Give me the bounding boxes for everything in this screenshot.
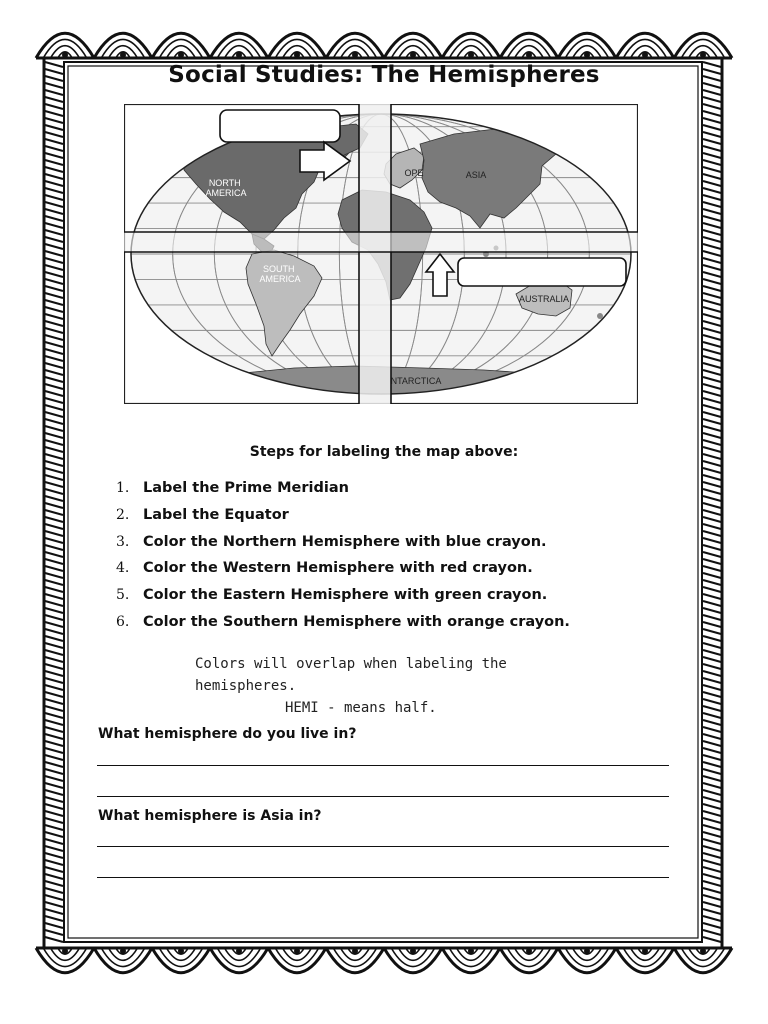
border-stripe <box>45 111 63 116</box>
border-stripe <box>45 314 63 319</box>
border-stripe <box>45 636 63 641</box>
border-stripe <box>45 650 63 655</box>
border-stripe <box>703 678 721 683</box>
border-stripe <box>703 300 721 305</box>
border-stripe <box>703 349 721 354</box>
border-stripe <box>45 566 63 571</box>
step-item <box>116 480 570 507</box>
border-stripe <box>45 629 63 634</box>
label-australia: AUSTRALIA <box>518 294 570 304</box>
border-stripe <box>45 524 63 529</box>
border-stripe <box>703 496 721 501</box>
border-stripe <box>45 356 63 361</box>
border-stripe <box>703 335 721 340</box>
border-stripe <box>45 853 63 858</box>
border-stripe <box>45 244 63 249</box>
border-stripe <box>45 433 63 438</box>
step-text: Label the Prime Meridian <box>143 480 349 496</box>
steps-heading: Steps for labeling the map above: <box>249 444 519 460</box>
border-stripe <box>703 741 721 746</box>
border-stripe <box>703 258 721 263</box>
border-stripe <box>45 573 63 578</box>
border-stripe <box>703 482 721 487</box>
border-stripe <box>703 545 721 550</box>
border-stripe <box>703 342 721 347</box>
border-stripe <box>45 391 63 396</box>
border-stripe <box>703 286 721 291</box>
border-stripe <box>703 804 721 809</box>
question-2: What hemisphere is Asia in? <box>98 808 322 824</box>
border-stripe <box>45 937 63 942</box>
border-stripe <box>45 755 63 760</box>
step-text: Color the Southern Hemisphere with orange crayon. <box>143 613 570 630</box>
border-stripe <box>45 580 63 585</box>
border-stripe <box>703 272 721 277</box>
border-stripe <box>45 503 63 508</box>
border-stripe <box>45 741 63 746</box>
border-stripe <box>45 881 63 886</box>
border-stripe <box>45 601 63 606</box>
border-stripe <box>703 825 721 830</box>
border-stripe <box>45 699 63 704</box>
border-stripe <box>703 895 721 900</box>
steps-list <box>116 480 570 641</box>
label-north-america: NORTH AMERICA <box>205 178 247 198</box>
answer-line[interactable] <box>97 796 669 797</box>
border-stripe <box>703 818 721 823</box>
border-stripe <box>45 489 63 494</box>
border-stripe <box>703 153 721 158</box>
border-stripe <box>45 727 63 732</box>
border-stripe <box>703 832 721 837</box>
border-stripe <box>703 398 721 403</box>
answer-line[interactable] <box>97 846 669 847</box>
border-stripe <box>45 559 63 564</box>
border-stripe <box>703 797 721 802</box>
border-stripe <box>703 615 721 620</box>
border-stripe <box>45 293 63 298</box>
border-stripe <box>45 587 63 592</box>
note-hemi-definition: HEMI - means half. <box>285 700 437 716</box>
note-line-2: hemispheres. <box>195 678 297 694</box>
border-stripe <box>45 468 63 473</box>
border-stripe <box>703 363 721 368</box>
border-stripe <box>703 839 721 844</box>
border-stripe <box>703 594 721 599</box>
border-stripe <box>45 888 63 893</box>
border-stripe <box>45 692 63 697</box>
border-stripe <box>45 482 63 487</box>
label-antarctica: NTARCTICA <box>390 376 442 386</box>
border-stripe <box>703 853 721 858</box>
border-stripe <box>703 643 721 648</box>
border-stripe <box>703 573 721 578</box>
border-stripe <box>45 132 63 137</box>
border-stripe <box>45 811 63 816</box>
border-stripe <box>703 909 721 914</box>
step-number: 1. <box>116 480 130 496</box>
border-stripe <box>703 699 721 704</box>
border-stripe <box>45 622 63 627</box>
page-title: Social Studies: The Hemispheres <box>168 62 600 88</box>
step-item <box>116 614 570 641</box>
border-stripe <box>703 636 721 641</box>
border-stripe <box>703 468 721 473</box>
border-stripe <box>703 867 721 872</box>
border-stripe <box>703 356 721 361</box>
border-stripe <box>45 335 63 340</box>
meridian-band <box>359 104 391 404</box>
border-stripe <box>45 307 63 312</box>
border-stripe <box>45 517 63 522</box>
border-stripe <box>703 755 721 760</box>
border-stripe <box>703 622 721 627</box>
step-number: 6. <box>116 613 130 630</box>
border-stripe <box>703 860 721 865</box>
border-stripe <box>45 104 63 109</box>
border-stripe <box>45 776 63 781</box>
border-stripe <box>703 762 721 767</box>
border-stripe <box>703 181 721 186</box>
border-stripe <box>45 685 63 690</box>
border-stripe <box>45 706 63 711</box>
border-stripe <box>703 412 721 417</box>
island-shape <box>597 313 603 319</box>
border-stripe <box>45 713 63 718</box>
step-text: Color the Western Hemisphere with red crayon. <box>143 560 533 577</box>
border-stripe <box>703 566 721 571</box>
border-stripe <box>45 818 63 823</box>
border-stripe <box>703 608 721 613</box>
border-stripe <box>703 664 721 669</box>
step-number: 3. <box>116 533 130 550</box>
border-stripe <box>45 146 63 151</box>
border-stripe <box>45 195 63 200</box>
border-stripe <box>703 930 721 935</box>
label-asia: ASIA <box>465 170 487 180</box>
border-stripe <box>703 251 721 256</box>
border-stripe <box>703 552 721 557</box>
border-stripe <box>703 391 721 396</box>
border-stripe <box>45 216 63 221</box>
border-stripe <box>45 538 63 543</box>
border-stripe <box>45 412 63 417</box>
border-stripe <box>703 370 721 375</box>
step-text: Color the Northern Hemisphere with blue crayon. <box>143 533 547 550</box>
step-item <box>116 507 570 534</box>
border-stripe <box>703 713 721 718</box>
border-stripe <box>703 650 721 655</box>
border-stripe <box>703 748 721 753</box>
border-stripe <box>703 783 721 788</box>
border-stripe <box>45 90 63 95</box>
border-stripe <box>703 489 721 494</box>
border-stripe <box>703 531 721 536</box>
border-stripe <box>45 552 63 557</box>
border-stripe <box>45 930 63 935</box>
border-stripe <box>45 797 63 802</box>
border-stripe <box>45 97 63 102</box>
border-stripe <box>703 384 721 389</box>
border-stripe <box>703 601 721 606</box>
border-stripe <box>703 538 721 543</box>
border-stripe <box>45 657 63 662</box>
border-stripe <box>703 314 721 319</box>
border-stripe <box>703 916 721 921</box>
step-item <box>116 587 570 614</box>
border-stripe <box>703 727 721 732</box>
border-stripe <box>45 363 63 368</box>
border-stripe <box>45 678 63 683</box>
border-stripe <box>703 811 721 816</box>
border-stripe <box>45 461 63 466</box>
border-stripe <box>703 419 721 424</box>
border-stripe <box>45 153 63 158</box>
border-stripe <box>703 174 721 179</box>
border-stripe <box>703 125 721 130</box>
answer-line[interactable] <box>97 765 669 766</box>
border-stripe <box>703 118 721 123</box>
border-stripe <box>45 272 63 277</box>
border-stripe <box>45 405 63 410</box>
border-stripe <box>703 265 721 270</box>
border-stripe <box>45 174 63 179</box>
border-stripe <box>45 615 63 620</box>
border-stripe <box>45 419 63 424</box>
border-stripe <box>703 97 721 102</box>
border-stripe <box>703 139 721 144</box>
world-map-graphic <box>124 104 638 404</box>
border-stripe <box>703 426 721 431</box>
border-stripe <box>45 426 63 431</box>
border-stripe <box>45 643 63 648</box>
border-stripe <box>703 216 721 221</box>
border-stripe <box>703 902 721 907</box>
step-item <box>116 560 570 587</box>
border-stripe <box>703 307 721 312</box>
border-stripe <box>45 286 63 291</box>
step-text: Label the Equator <box>143 506 289 523</box>
answer-line[interactable] <box>97 877 669 878</box>
border-stripe <box>703 188 721 193</box>
border-stripe <box>45 902 63 907</box>
border-stripe <box>703 769 721 774</box>
border-stripe <box>45 377 63 382</box>
border-stripe <box>703 510 721 515</box>
border-stripe <box>703 587 721 592</box>
border-stripe <box>45 734 63 739</box>
question-1: What hemisphere do you live in? <box>98 726 357 742</box>
border-stripe <box>45 783 63 788</box>
border-stripe <box>703 706 721 711</box>
border-stripe <box>703 517 721 522</box>
border-stripe <box>45 475 63 480</box>
border-stripe <box>45 874 63 879</box>
border-stripe <box>703 685 721 690</box>
border-stripe <box>45 832 63 837</box>
border-stripe <box>703 776 721 781</box>
border-stripe <box>45 139 63 144</box>
border-stripe <box>703 90 721 95</box>
border-stripe <box>45 202 63 207</box>
border-stripe <box>703 503 721 508</box>
border-stripe <box>703 160 721 165</box>
border-stripe <box>703 167 721 172</box>
border-stripe <box>45 258 63 263</box>
border-stripe <box>45 321 63 326</box>
border-stripe <box>45 825 63 830</box>
border-stripe <box>45 398 63 403</box>
border-stripe <box>45 916 63 921</box>
border-stripe <box>703 629 721 634</box>
border-stripe <box>45 265 63 270</box>
border-stripe <box>45 167 63 172</box>
border-stripe <box>45 384 63 389</box>
border-stripe <box>45 531 63 536</box>
equator-label-box[interactable] <box>458 258 626 286</box>
border-stripe <box>703 244 721 249</box>
border-stripe <box>45 720 63 725</box>
border-stripe <box>45 160 63 165</box>
border-stripe <box>45 664 63 669</box>
border-stripe <box>703 734 721 739</box>
border-stripe <box>45 804 63 809</box>
step-number: 5. <box>116 587 130 604</box>
border-stripe <box>45 328 63 333</box>
border-stripe <box>45 860 63 865</box>
border-stripe <box>45 895 63 900</box>
border-stripe <box>45 790 63 795</box>
border-stripe <box>703 657 721 662</box>
border-stripe <box>703 671 721 676</box>
border-stripe <box>45 188 63 193</box>
border-stripe <box>703 104 721 109</box>
border-stripe <box>703 377 721 382</box>
equator-band <box>124 232 638 252</box>
border-stripe <box>45 839 63 844</box>
border-stripe <box>45 125 63 130</box>
border-stripe <box>703 405 721 410</box>
border-stripe <box>703 237 721 242</box>
border-stripe <box>45 923 63 928</box>
border-stripe <box>703 923 721 928</box>
border-stripe <box>703 888 721 893</box>
border-stripe <box>703 461 721 466</box>
border-stripe <box>45 545 63 550</box>
border-stripe <box>703 230 721 235</box>
border-stripe <box>45 909 63 914</box>
border-stripe <box>45 279 63 284</box>
step-text: Color the Eastern Hemisphere with green crayon. <box>143 587 548 604</box>
border-stripe <box>703 881 721 886</box>
border-stripe <box>703 146 721 151</box>
border-stripe <box>703 692 721 697</box>
border-stripe <box>45 594 63 599</box>
label-south-america: SOUTH AMERICA <box>259 264 301 284</box>
border-stripe <box>703 433 721 438</box>
border-stripe <box>703 720 721 725</box>
border-stripe <box>45 251 63 256</box>
border-stripe <box>703 790 721 795</box>
border-stripe <box>45 608 63 613</box>
border-stripe <box>45 867 63 872</box>
border-stripe <box>703 328 721 333</box>
border-stripe <box>703 202 721 207</box>
border-stripe <box>703 223 721 228</box>
border-stripe <box>45 370 63 375</box>
border-stripe <box>45 769 63 774</box>
border-stripe <box>703 937 721 942</box>
border-stripe <box>703 524 721 529</box>
border-stripe <box>45 846 63 851</box>
border-stripe <box>45 748 63 753</box>
world-map <box>124 104 638 404</box>
label-europe: OPE <box>404 168 424 178</box>
border-stripe <box>45 671 63 676</box>
step-number: 2. <box>116 506 130 523</box>
step-item <box>116 534 570 561</box>
border-stripe <box>703 321 721 326</box>
step-number: 4. <box>116 560 130 577</box>
border-stripe <box>45 118 63 123</box>
border-stripe <box>703 559 721 564</box>
note-line-1: Colors will overlap when labeling the <box>195 656 507 672</box>
border-stripe <box>45 223 63 228</box>
border-stripe <box>703 132 721 137</box>
border-stripe <box>45 762 63 767</box>
border-stripe <box>45 342 63 347</box>
border-stripe <box>703 111 721 116</box>
border-stripe <box>703 475 721 480</box>
border-stripe <box>45 181 63 186</box>
border-stripe <box>45 209 63 214</box>
border-stripe <box>703 293 721 298</box>
border-stripe <box>703 195 721 200</box>
border-stripe <box>45 230 63 235</box>
border-stripe <box>45 510 63 515</box>
border-stripe <box>703 846 721 851</box>
border-stripe <box>703 209 721 214</box>
border-stripe <box>703 580 721 585</box>
border-stripe <box>45 496 63 501</box>
border-stripe <box>45 237 63 242</box>
prime-meridian-label-box[interactable] <box>220 110 340 142</box>
border-stripe <box>45 349 63 354</box>
border-stripe <box>703 874 721 879</box>
border-stripe <box>703 279 721 284</box>
border-stripe <box>45 300 63 305</box>
